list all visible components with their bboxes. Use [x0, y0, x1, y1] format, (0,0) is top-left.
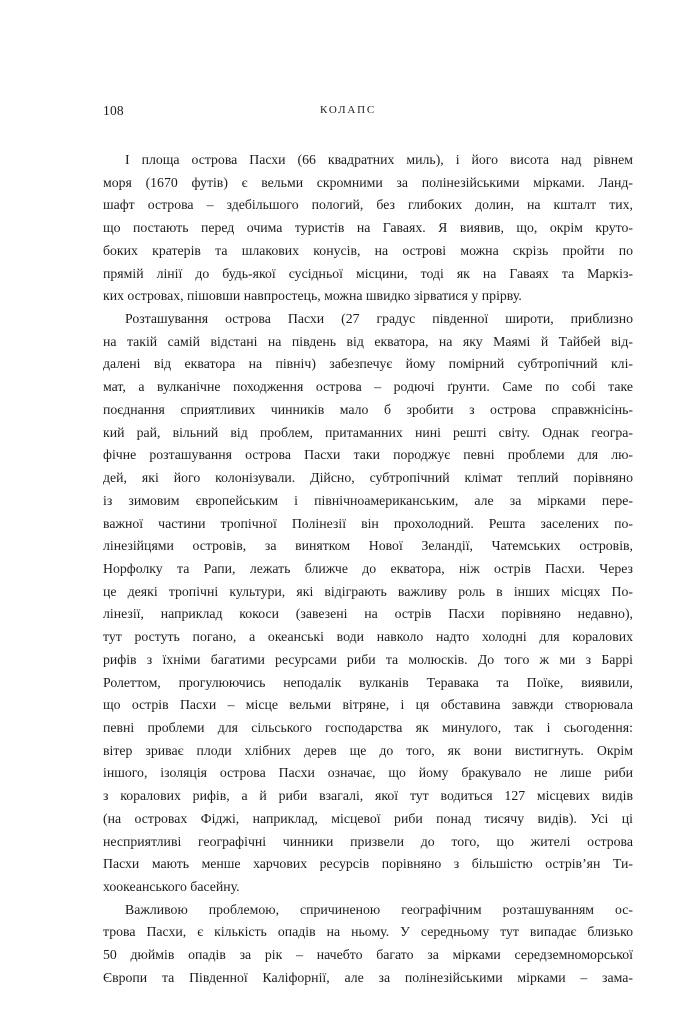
text-line: Норфолку та Рапи, лежать ближче до екватора, ніж острів Пасхи. Через	[103, 560, 633, 576]
text-line: Пасхи мають менше харчових ресурсів порівняно з більшістю острів’ян Ти-	[103, 856, 633, 872]
text-line: фічне розташування острова Пасхи таки породжує певні проблеми для лю-	[103, 447, 633, 463]
text-line: рифів з їхніми багатими ресурсами риби та молюсків. До того ж ми з Баррі	[103, 651, 633, 667]
text-line: Ролеттом, прогулюючись неподалік вулканів Теравака та Поїке, виявили,	[103, 674, 633, 690]
text-line: ких островах, пішовши навпростець, можна швидко зірватися у прірву.	[103, 288, 522, 304]
text-line: Європи та Південної Каліфорнії, але за полінезійськими мірками – зама-	[103, 969, 633, 985]
text-line: шафт острова – здебільшого пологий, без глибоких долин, на кшталт тих,	[103, 197, 633, 213]
text-line: певні проблеми для сільського господарства як минулого, так і сьогодення:	[103, 719, 633, 735]
body-text	[103, 149, 633, 990]
text-line: мат, а вулканічне походження острова – родючі ґрунти. Саме по собі таке	[103, 379, 633, 395]
paragraph	[103, 899, 633, 990]
running-title: КОЛАПС	[320, 104, 376, 116]
text-line: на такій самій відстані на південь від екватора, на яку Маямі й Тайбей від-	[103, 333, 633, 349]
text-line: трова Пасхи, є кількість опадів на ньому. У середньому тут випадає близько	[103, 924, 633, 940]
text-line: кий рай, вільний від проблем, притаманних нині решті світу. Однак геогра-	[103, 424, 633, 440]
text-line: що постають перед очима туристів на Гаваях. Я виявив, що, окрім круто-	[103, 220, 633, 236]
page-number: 108	[103, 103, 124, 118]
text-line: Важливою проблемою, спричиненою географічним розташуванням ос-	[125, 901, 633, 917]
text-line: Розташування острова Пасхи (27 градус південної широти, приблизно	[125, 311, 633, 327]
text-line: лінезійцями островів, за винятком Нової Зеландії, Чатемських островів,	[103, 538, 633, 554]
text-line: несприятливі географічні чинники призвели до того, що жителі острова	[103, 833, 633, 849]
text-line: вітер зриває плоди хлібних дерев ще до того, як вони вистигнуть. Окрім	[103, 742, 633, 758]
paragraph	[103, 149, 633, 308]
text-line: тут ростуть погано, а океанські води навколо надто холодні для коралових	[103, 629, 633, 645]
text-line: далені від екватора на північ) забезпечує йому помірний субтропічний клі-	[103, 356, 633, 372]
text-line: іншого, ізоляція острова Пасхи означає, що йому бракувало не лише риби	[103, 765, 633, 781]
text-line: з коралових рифів, а й риби взагалі, якої тут водиться 127 місцевих видів	[103, 788, 633, 804]
text-line: із зимовим європейським і північноамериканським, але за мірками пере-	[103, 492, 633, 508]
paragraph	[103, 308, 633, 899]
text-line: важної частини тропічної Полінезії він прохолодний. Решта заселених по-	[103, 515, 633, 531]
text-line: моря (1670 футів) є вельми скромними за полінезійськими мірками. Ланд-	[103, 174, 633, 190]
text-line: лінезії, наприклад кокоси (завезені на острів Пасхи порівняно недавно),	[103, 606, 633, 622]
text-line: боких кратерів та шлакових конусів, на острові можна скрізь пройти по	[103, 242, 633, 258]
text-line: поєднання сприятливих чинників мало б зробити з острова справжнісінь-	[103, 401, 633, 417]
text-line: дей, які його колонізували. Дійсно, субтропічний клімат теплий порівняно	[103, 470, 633, 486]
text-line: прямій лінії до будь-якої сусідньої місцини, тоді як на Гаваях та Маркіз-	[103, 265, 633, 281]
text-line: (на островах Фіджі, наприклад, місцевої риби понад тисячу видів). Усі ці	[103, 810, 633, 826]
text-line: 50 дюймів опадів за рік – начебто багато за мірками середземноморської	[103, 947, 633, 963]
text-line: що острів Пасхи – місце вельми вітряне, і ця обставина завжди створювала	[103, 697, 633, 713]
text-line: це деякі тропічні культури, які відіграють важливу роль в інших місцях По-	[103, 583, 633, 599]
text-line: хоокеанського басейну.	[103, 879, 240, 894]
text-line: І площа острова Пасхи (66 квадратних миль), і його висота над рівнем	[125, 152, 633, 167]
